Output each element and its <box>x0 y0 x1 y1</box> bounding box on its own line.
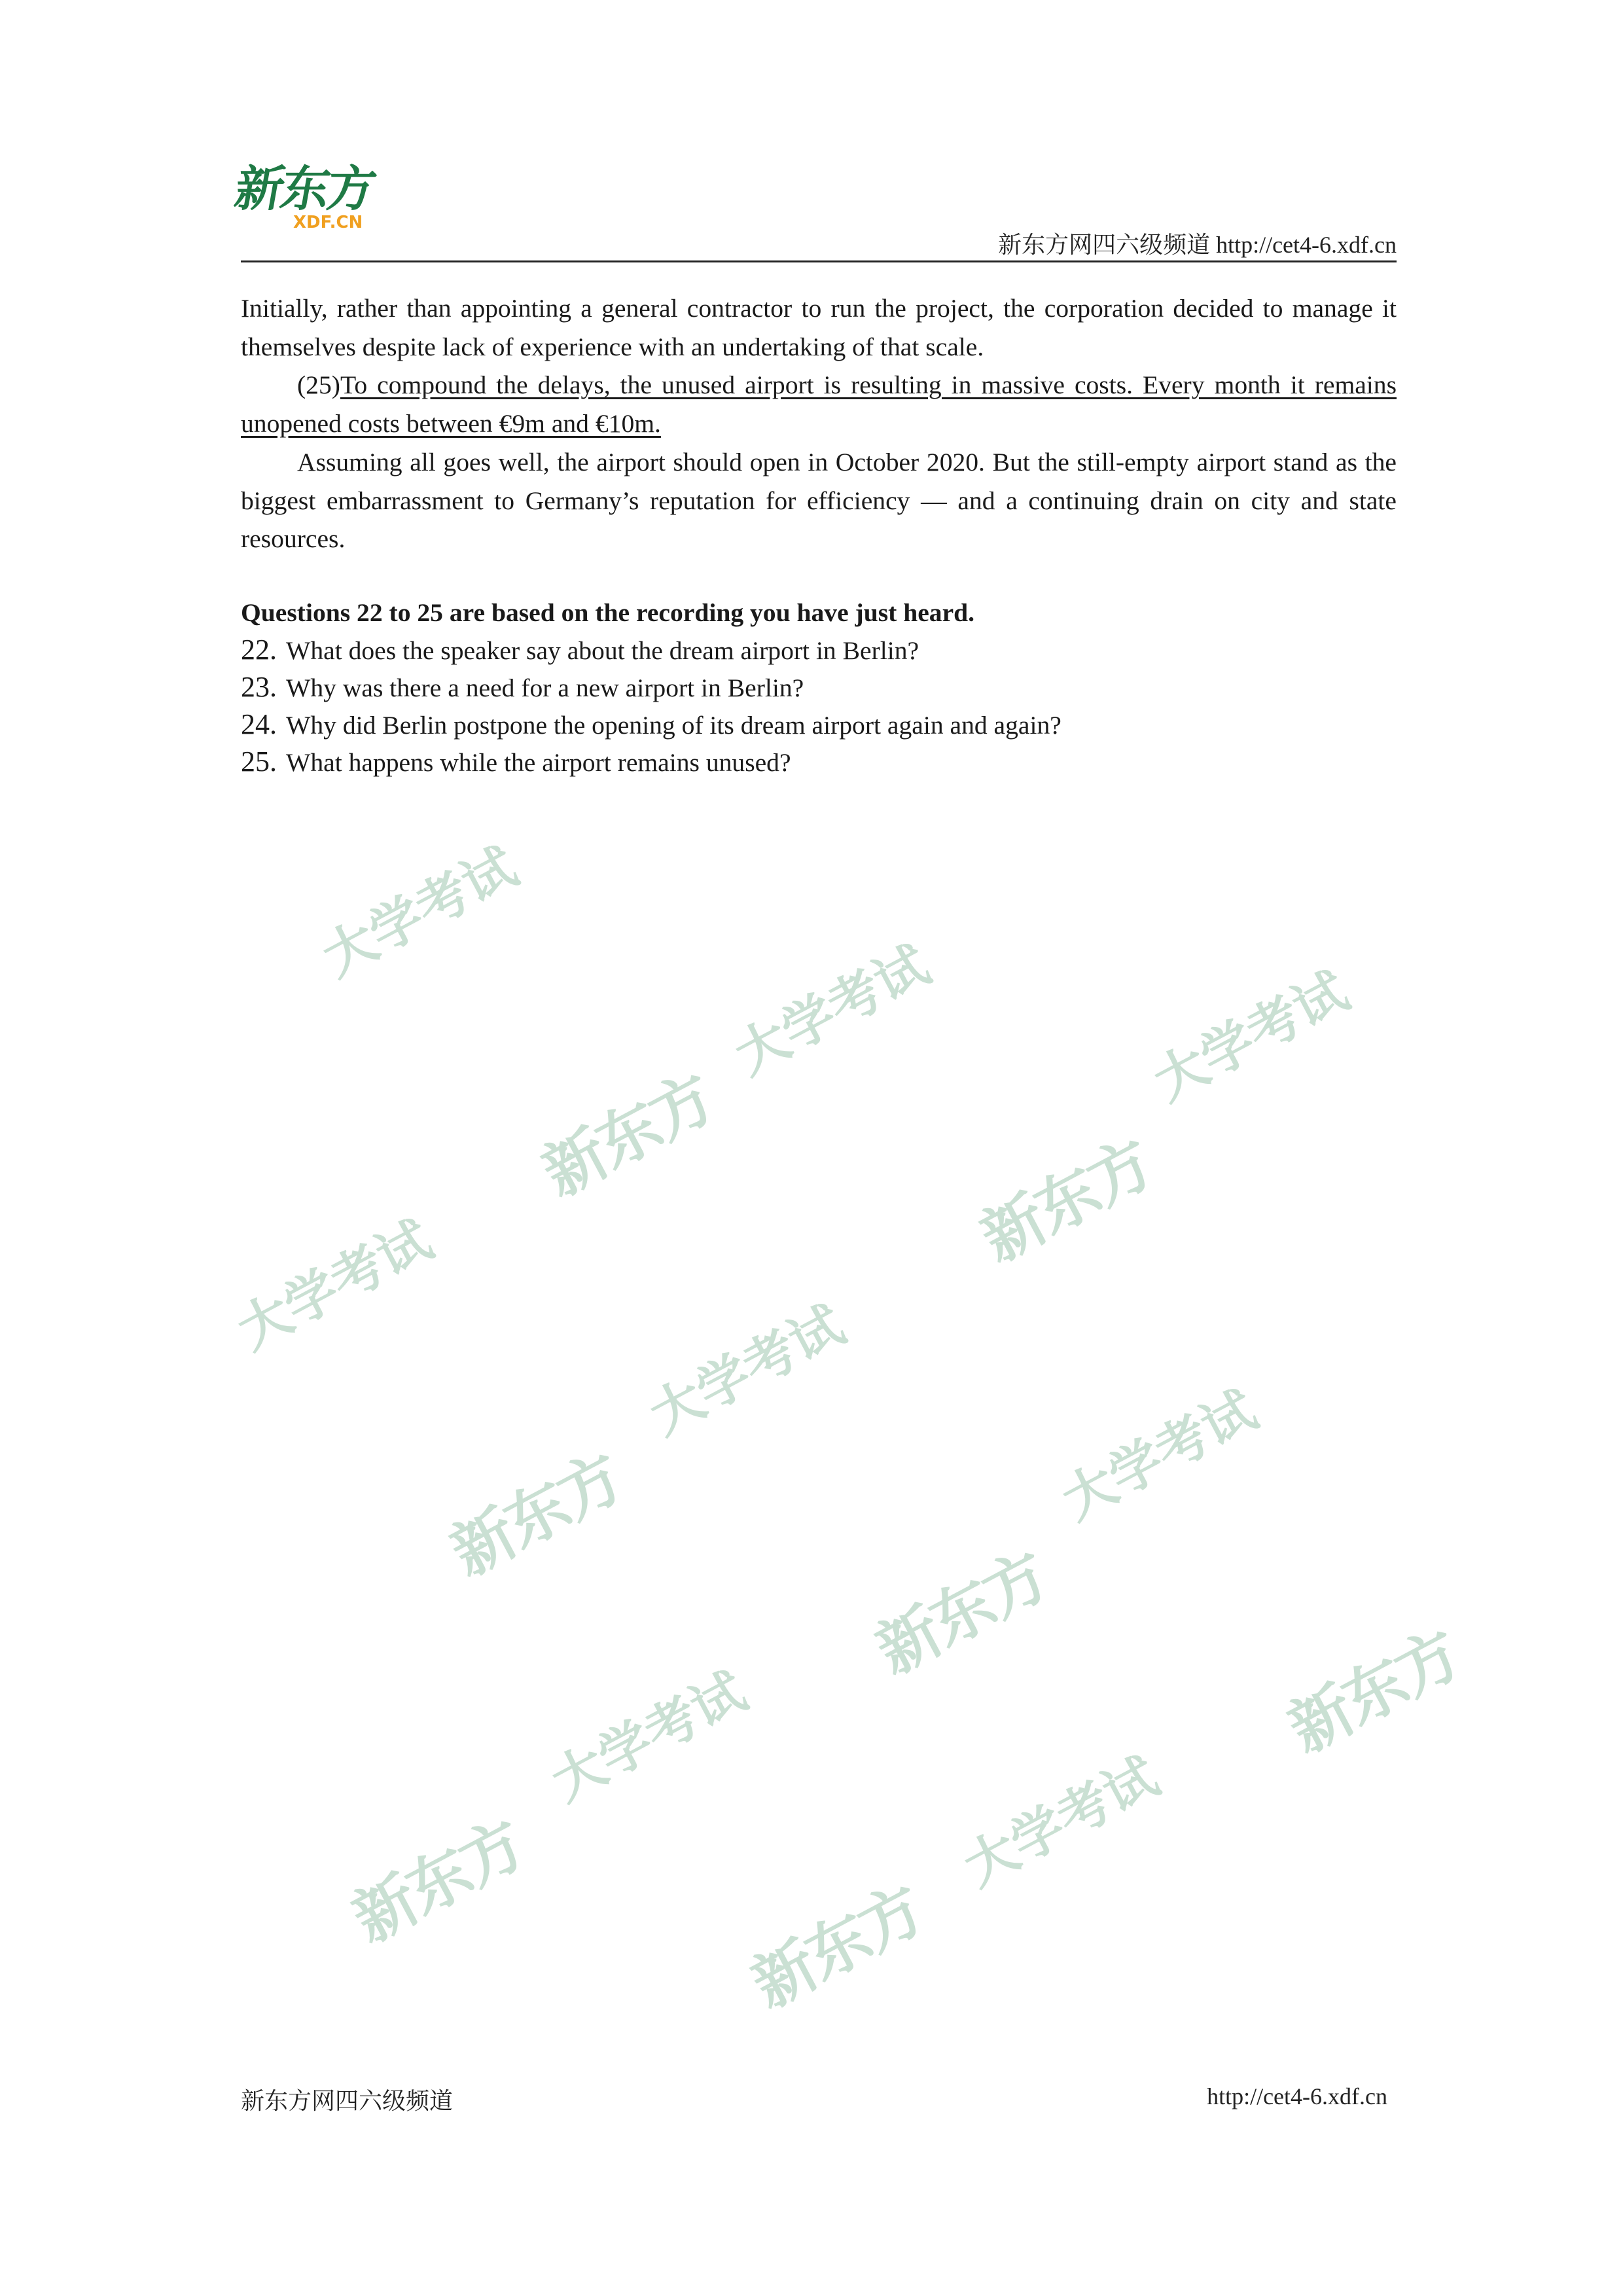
question-number: 23. <box>241 670 277 703</box>
footer-url: http://cet4-6.xdf.cn <box>1207 2083 1387 2109</box>
header-divider <box>241 260 1397 262</box>
watermark-exam: 大学考试 <box>1052 1379 1266 1532</box>
question-number: 22. <box>241 633 277 666</box>
paragraph-answer-25 <box>241 366 1397 442</box>
document-body <box>241 289 1397 781</box>
question-text: What does the speaker say about the dream airport in Berlin? <box>286 636 919 665</box>
question-text: What happens while the airport remains unused? <box>286 747 791 777</box>
question-number: 24. <box>241 708 277 740</box>
watermark-brand: 新东方 <box>1277 1617 1471 1767</box>
paragraph: Assuming all goes well, the airport should open in October 2020. But the still-empty airport stand as the biggest embarrassment to Germany’s reputation for efficiency — and a continuing drain on city and state resources. <box>241 447 1397 554</box>
xdf-logo-graphic <box>230 160 404 232</box>
paragraph: Initially, rather than appointing a general contractor to run the project, the corporation decided to manage it themselves despite lack of experience with an undertaking of that scale. <box>241 294 1397 361</box>
question-item <box>241 744 1397 781</box>
watermark-exam: 大学考试 <box>725 934 939 1086</box>
watermark-brand: 新东方 <box>865 1538 1059 1689</box>
watermark-exam: 大学考试 <box>542 1660 756 1813</box>
question-item <box>241 706 1397 744</box>
header-channel-text: 新东方网四六级频道 http://cet4-6.xdf.cn <box>998 232 1397 258</box>
watermark-exam: 大学考试 <box>640 1294 854 1446</box>
question-item <box>241 669 1397 706</box>
question-text: Why did Berlin postpone the opening of its dream airport again and again? <box>286 710 1061 740</box>
question-item <box>241 632 1397 669</box>
watermark-exam: 大学考试 <box>228 1209 442 1361</box>
question-text: Why was there a need for a new airport in Berlin? <box>286 673 804 702</box>
logo-text: 新东方 <box>230 160 378 217</box>
xdf-logo <box>230 160 404 232</box>
underlined-answer-text: To compound the delays, the unused airport is resulting in massive costs. Every month it remains unopened costs between €9m and €10m. <box>241 370 1397 439</box>
watermark-exam: 大学考试 <box>1144 960 1358 1113</box>
watermark-brand: 新东方 <box>439 1440 633 1590</box>
watermark-brand: 新东方 <box>341 1806 535 1957</box>
questions-heading: Questions 22 to 25 are based on the recording you have just heard. <box>241 598 975 627</box>
question-list <box>241 632 1397 781</box>
watermark-brand: 新东方 <box>531 1060 725 1211</box>
logo-subtext: XDF.CN <box>293 213 363 232</box>
footer-channel-name: 新东方网四六级频道 <box>241 2088 454 2114</box>
answer-marker: (25) <box>297 370 340 400</box>
watermark-brand: 新东方 <box>740 1872 935 2022</box>
watermark-layer <box>228 785 1471 2022</box>
question-number: 25. <box>241 745 277 778</box>
watermark-brand: 新东方 <box>969 1126 1164 1276</box>
watermark-exam: 大学考试 <box>954 1746 1168 1898</box>
watermark-exam: 大学考试 <box>313 836 527 988</box>
